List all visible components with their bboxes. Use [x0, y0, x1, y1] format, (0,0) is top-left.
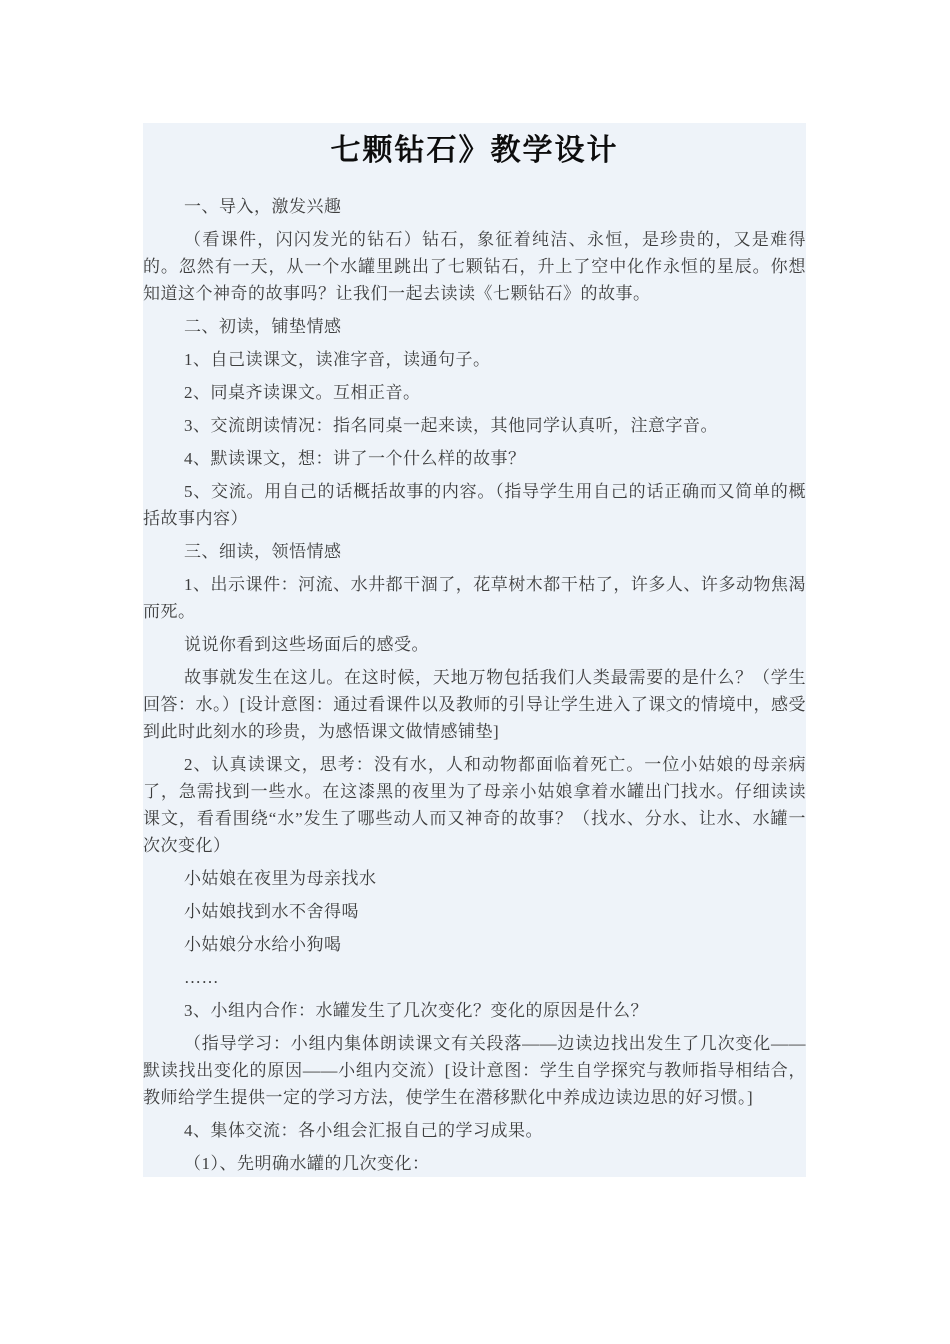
- list-line-2: 小姑娘找到水不舍得喝: [184, 902, 359, 921]
- detail-step-1: 1、出示课件：河流、水井都干涸了，花草树木都干枯了，许多人、许多动物焦渴而死。: [143, 575, 806, 621]
- document-page: [143, 123, 806, 1177]
- list-line-3: 小姑娘分水给小狗喝: [184, 935, 342, 954]
- list-line-1: 小姑娘在夜里为母亲找水: [184, 869, 377, 888]
- detail-step-3: 3、小组内合作：水罐发生了几次变化？变化的原因是什么？: [184, 1001, 648, 1020]
- section-heading-2: 二、初读，铺垫情感: [184, 317, 342, 336]
- ellipsis-line: ……: [184, 968, 219, 987]
- design-intent-paragraph-2: （指导学习：小组内集体朗读课文有关段落——边读边找出发生了几次变化——默读找出变化的原因——小组内交流）[设计意图：学生自学探究与教师指导相结合，教师给学生提供一定的学习方法，使学生在潜移默化中养成边读边思的好习惯。]: [143, 1034, 806, 1107]
- section-heading-3: 三、细读，领悟情感: [184, 542, 342, 561]
- design-intent-paragraph-1: 故事就发生在这儿。在这时候，天地万物包括我们人类最需要的是什么？（学生回答：水。）[设计意图：通过看课件以及教师的引导让学生进入了课文的情境中，感受到此时此刻水的珍贵，为感悟课文做情感铺垫]: [143, 668, 806, 741]
- step-item-1: 1、自己读课文，读准字音，读通句子。: [184, 350, 491, 369]
- step-item-2: 2、同桌齐读课文。互相正音。: [184, 383, 421, 402]
- intro-paragraph: （看课件，闪闪发光的钻石）钻石，象征着纯洁、永恒，是珍贵的，又是难得的。忽然有一天，从一个水罐里跳出了七颗钻石，升上了空中化作永恒的星辰。你想知道这个神奇的故事吗？让我们一起去读读《七颗钻石》的故事。: [143, 230, 806, 303]
- section-heading-1: 一、导入，激发兴趣: [184, 197, 342, 216]
- prompt-paragraph: 说说你看到这些场面后的感受。: [184, 635, 429, 654]
- step-item-3: 3、交流朗读情况：指名同桌一起来读，其他同学认真听，注意字音。: [184, 416, 718, 435]
- sub-item-1: （1）、先明确水罐的几次变化：: [184, 1154, 430, 1173]
- step-item-4: 4、默读课文，想：讲了一个什么样的故事？: [184, 449, 526, 468]
- step-item-5: 5、交流。用自己的话概括故事的内容。（指导学生用自己的话正确而又简单的概括故事内容）: [143, 482, 806, 528]
- detail-step-2: 2、认真读课文，思考：没有水，人和动物都面临着死亡。一位小姑娘的母亲病了，急需找到一些水。在这漆黑的夜里为了母亲小姑娘拿着水罐出门找水。仔细读读课文，看看围绕“水”发生了哪些动人而又神奇的故事？（找水、分水、让水、水罐一次次变化）: [143, 755, 806, 855]
- detail-step-4: 4、集体交流：各小组会汇报自己的学习成果。: [184, 1121, 543, 1140]
- document-title: 七颗钻石》教学设计: [330, 134, 619, 167]
